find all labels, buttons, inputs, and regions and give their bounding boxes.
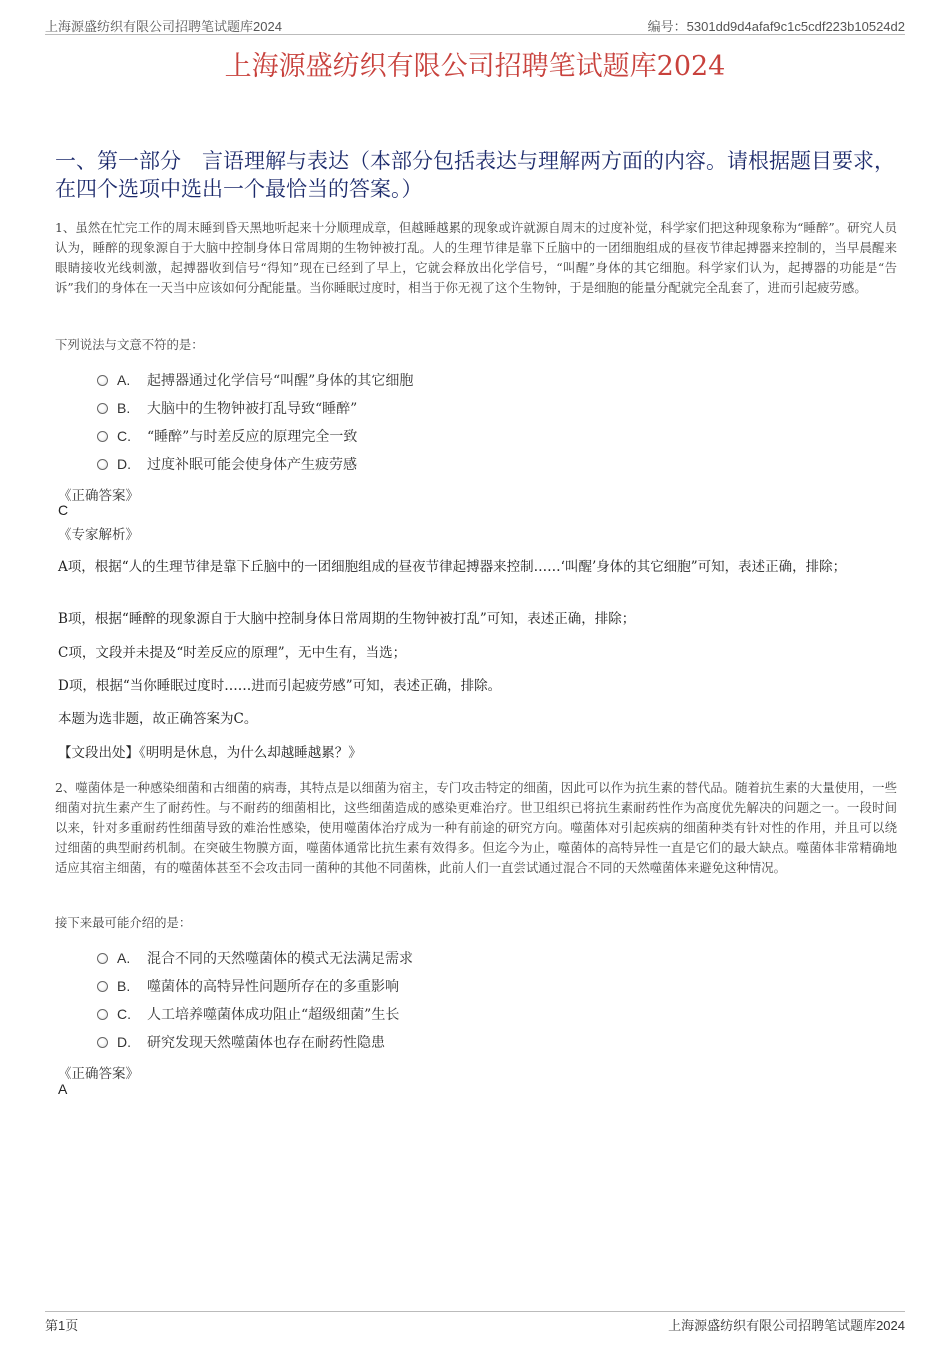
option-a[interactable]	[97, 366, 857, 394]
option-text: 混合不同的天然噬菌体的模式无法满足需求	[147, 951, 413, 967]
radio-icon[interactable]	[97, 1037, 108, 1048]
page-title: 上海源盛纺织有限公司招聘笔试题库2024	[224, 51, 726, 82]
option-letter: A.	[117, 950, 131, 966]
section-heading: 一、第一部分 言语理解与表达（本部分包括表达与理解两方面的内容。请根据题目要求，在四个选项中选出一个最恰当的答案。）	[55, 149, 895, 201]
analysis-line-c: C项，文段并未提及“时差反应的原理”，无中生有，当选；	[58, 645, 407, 661]
analysis-line-a: A项，根据“人的生理节律是靠下丘脑中的一团细胞组成的昼夜节律起搏器来控制……‘叫醒’身体的其它细胞”可知，表述正确，排除；	[58, 559, 847, 575]
radio-icon[interactable]	[97, 403, 108, 414]
option-text: 研究发现天然噬菌体也存在耐药性隐患	[147, 1035, 385, 1051]
correct-answer: A	[58, 1081, 68, 1097]
option-text: 噬菌体的高特异性问题所存在的多重影响	[147, 979, 399, 995]
option-letter: D.	[117, 1034, 131, 1050]
footer-title: 上海源盛纺织有限公司招聘笔试题库2024	[668, 1318, 905, 1333]
radio-icon[interactable]	[97, 459, 108, 470]
header-right-id: 编号：5301dd9d4afaf9c1c5cdf223b10524d2	[647, 19, 905, 34]
option-letter: A.	[117, 372, 131, 388]
option-text: 起搏器通过化学信号“叫醒”身体的其它细胞	[147, 373, 414, 389]
header-left: 上海源盛纺织有限公司招聘笔试题库2024	[45, 19, 282, 34]
question-1-prompt: 下列说法与文意不符的是：	[55, 337, 204, 352]
option-letter: C.	[117, 1006, 131, 1022]
option-letter: D.	[117, 456, 131, 472]
radio-icon[interactable]	[97, 1009, 108, 1020]
page-footer	[45, 1311, 905, 1333]
option-letter: B.	[117, 400, 131, 416]
option-c[interactable]	[97, 1000, 857, 1028]
page-number: 第1页	[45, 1318, 79, 1333]
question-2-passage: 2、噬菌体是一种感染细菌和古细菌的病毒，其特点是以细菌为宿主，专门攻击特定的细菌，因此可以作为抗生素的替代品。随着抗生素的大量使用，一些细菌对抗生素产生了耐药性。与不耐药的细菌相比，这些细菌造成的感染更难治疗。世卫组织已将抗生素耐药性作为高度优先解决的问题之一。一段时间以来，针对多重耐药性细菌导致的难治性感染，使用噬菌体治疗成为一种有前途的研究方向。噬菌体对引起疾病的细菌种类有针对性的作用，并且可以绕过细菌的典型耐药机制。在突破生物膜方面，噬菌体通常比抗生素有效得多。但迄今为止，噬菌体的高特异性一直是它们的最大缺点。噬菌体非常精确地适应其宿主细菌，有的噬菌体甚至不会攻击同一菌种的其他不同菌株，此前人们一直尝试通过混合不同的天然噬菌体来避免这种情况。	[55, 780, 897, 875]
radio-icon[interactable]	[97, 431, 108, 442]
page-header	[45, 14, 905, 35]
option-b[interactable]	[97, 394, 857, 422]
analysis-source: 【文段出处】《明明是休息，为什么却越睡越累？》	[58, 745, 362, 761]
option-d[interactable]	[97, 1028, 857, 1056]
radio-icon[interactable]	[97, 981, 108, 992]
option-letter: C.	[117, 428, 131, 444]
option-text: “睡醉”与时差反应的原理完全一致	[147, 429, 358, 445]
answer-label: 《正确答案》	[58, 488, 139, 504]
question-2-prompt: 接下来最可能介绍的是：	[55, 915, 192, 930]
radio-icon[interactable]	[97, 375, 108, 386]
question-2-options	[97, 944, 857, 1056]
option-b[interactable]	[97, 972, 857, 1000]
option-d[interactable]	[97, 450, 857, 478]
correct-answer: C	[58, 502, 69, 518]
question-1-options	[97, 366, 857, 478]
analysis-line-b: B项，根据“睡醉的现象源自于大脑中控制身体日常周期的生物钟被打乱”可知，表述正确，排除；	[58, 611, 636, 627]
option-letter: B.	[117, 978, 131, 994]
option-text: 过度补眠可能会使身体产生疲劳感	[147, 457, 357, 473]
radio-icon[interactable]	[97, 953, 108, 964]
answer-label: 《正确答案》	[58, 1066, 139, 1082]
option-c[interactable]	[97, 422, 857, 450]
analysis-label: 《专家解析》	[58, 527, 139, 543]
analysis-conclusion: 本题为选非题，故正确答案为C。	[58, 711, 258, 727]
analysis-line-d: D项，根据“当你睡眠过度时……进而引起疲劳感”可知，表述正确，排除。	[58, 678, 502, 694]
option-a[interactable]	[97, 944, 857, 972]
question-1-passage: 1、虽然在忙完工作的周末睡到昏天黑地听起来十分顺理成章，但越睡越累的现象或许就源自周末的过度补觉，科学家们把这种现象称为“睡醉”。研究人员认为，睡醉的现象源自于大脑中控制身体日常周期的生物钟被打乱。人的生理节律是靠下丘脑中的一团细胞组成的昼夜节律起搏器来控制的，当早晨醒来眼睛接收光线刺激，起搏器收到信号“得知”现在已经到了早上，它就会释放出化学信号，“叫醒”身体的其它细胞。科学家们认为，起搏器的功能是“告诉”我们的身体在一天当中应该如何分配能量。当你睡眠过度时，相当于你无视了这个生物钟，于是细胞的能量分配就完全乱套了，进而引起疲劳感。	[55, 220, 897, 295]
option-text: 人工培养噬菌体成功阻止“超级细菌”生长	[147, 1007, 400, 1023]
option-text: 大脑中的生物钟被打乱导致“睡醉”	[147, 401, 358, 417]
